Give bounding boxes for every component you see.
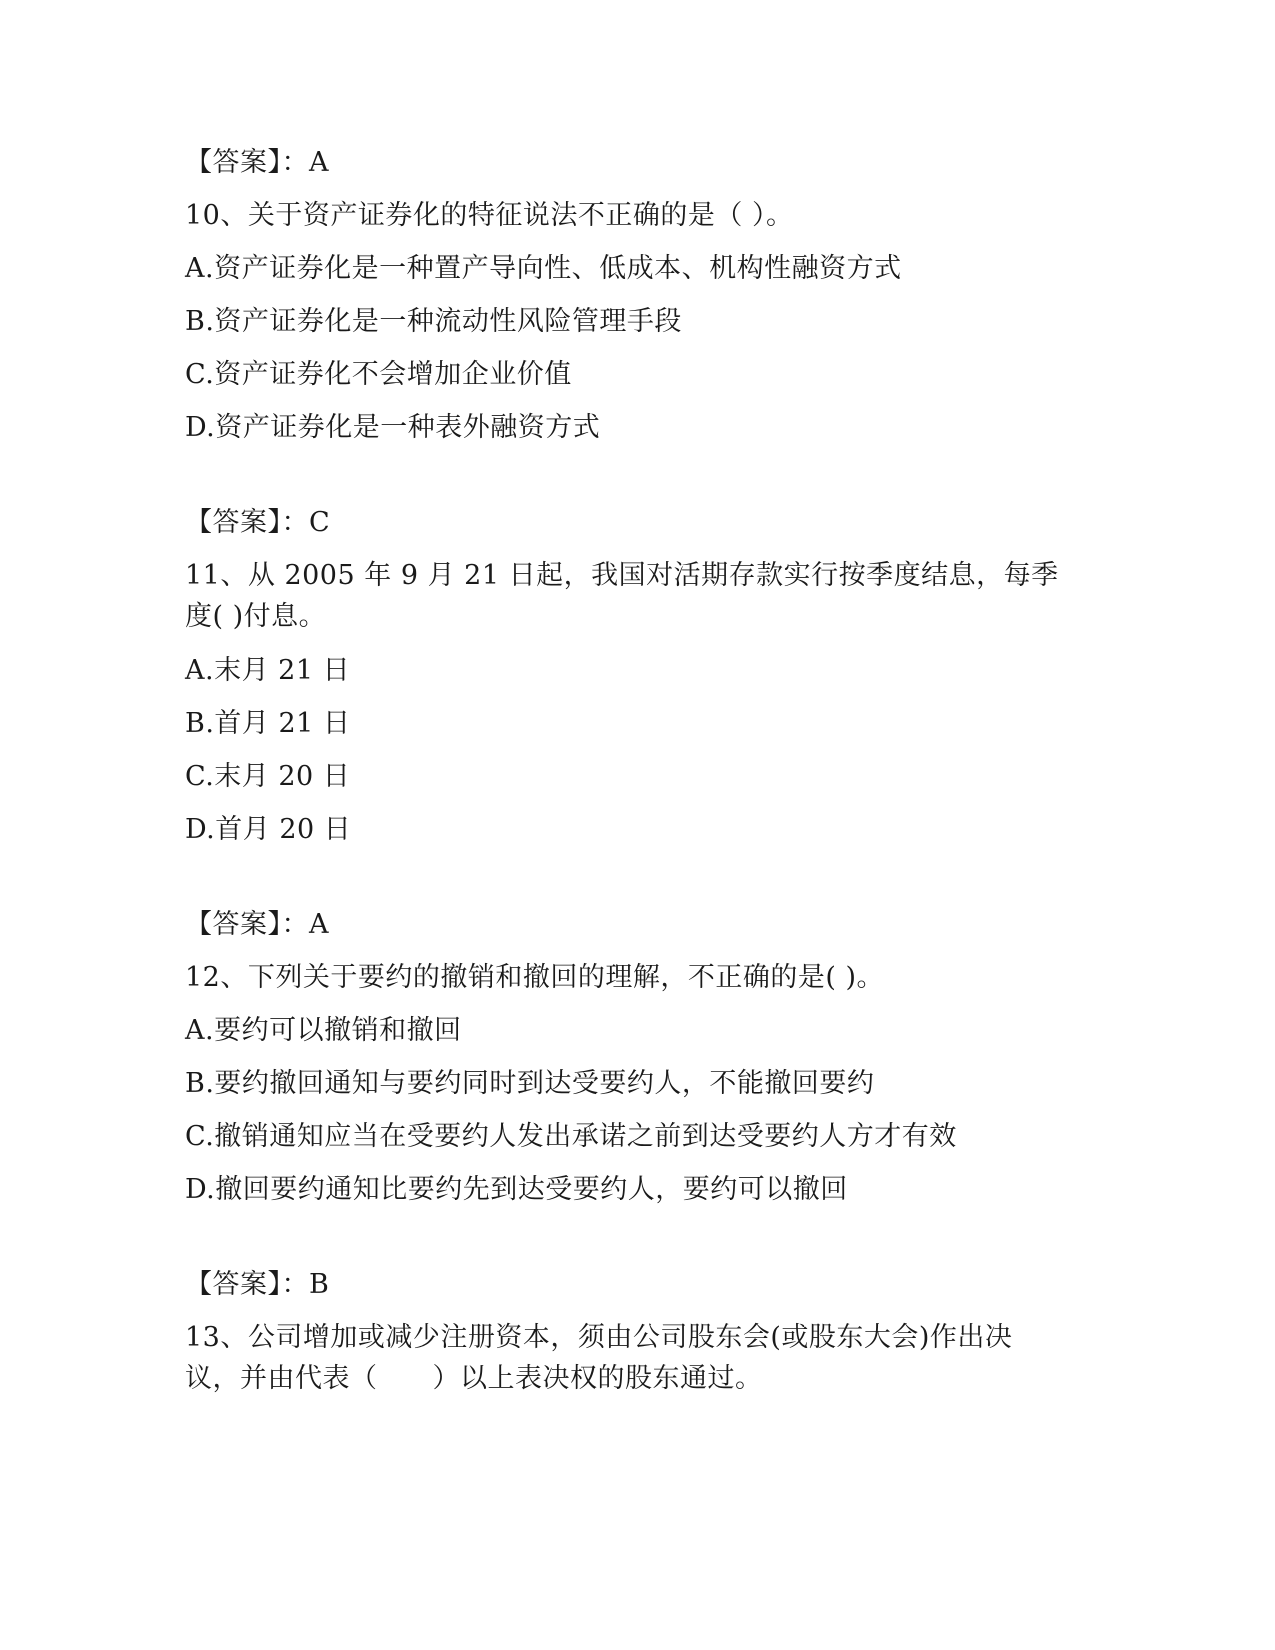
question-11-option-c: C.末月 20 日 [185,761,351,792]
answer-12: 【答案】：B [185,1269,330,1300]
question-12: 12、下列关于要约的撤销和撤回的理解，不正确的是( )。 [185,962,885,993]
question-12-option-d: D.撤回要约通知比要约先到达受要约人，要约可以撤回 [185,1174,848,1205]
answer-10: 【答案】：C [185,507,331,538]
question-12-option-c: C.撤销通知应当在受要约人发出承诺之前到达受要约人方才有效 [185,1121,957,1152]
question-10-option-a: A.资产证券化是一种置产导向性、低成本、机构性融资方式 [185,253,902,284]
answer-9: 【答案】：A [185,147,329,178]
question-11-line-1: 11、从 2005 年 9 月 21 日起，我国对活期存款实行按季度结息，每季 [185,560,1059,591]
question-13-line-1: 13、公司增加或减少注册资本，须由公司股东会(或股东大会)作出决 [185,1322,1013,1353]
answer-11: 【答案】：A [185,909,329,940]
question-11-option-a: A.末月 21 日 [185,655,351,686]
question-12-option-b: B.要约撤回通知与要约同时到达受要约人，不能撤回要约 [185,1068,875,1099]
question-10-option-c: C.资产证券化不会增加企业价值 [185,359,572,390]
question-10: 10、关于资产证券化的特征说法不正确的是（ ）。 [185,200,794,231]
question-10-option-d: D.资产证券化是一种表外融资方式 [185,412,601,443]
question-13-line-2: 议，并由代表（ ）以上表决权的股东通过。 [185,1363,763,1394]
question-11-option-d: D.首月 20 日 [185,814,352,845]
question-11-line-2: 度( )付息。 [185,601,327,632]
question-11-option-b: B.首月 21 日 [185,708,351,739]
question-10-option-b: B.资产证券化是一种流动性风险管理手段 [185,306,682,337]
question-12-option-a: A.要约可以撤销和撤回 [185,1015,462,1046]
